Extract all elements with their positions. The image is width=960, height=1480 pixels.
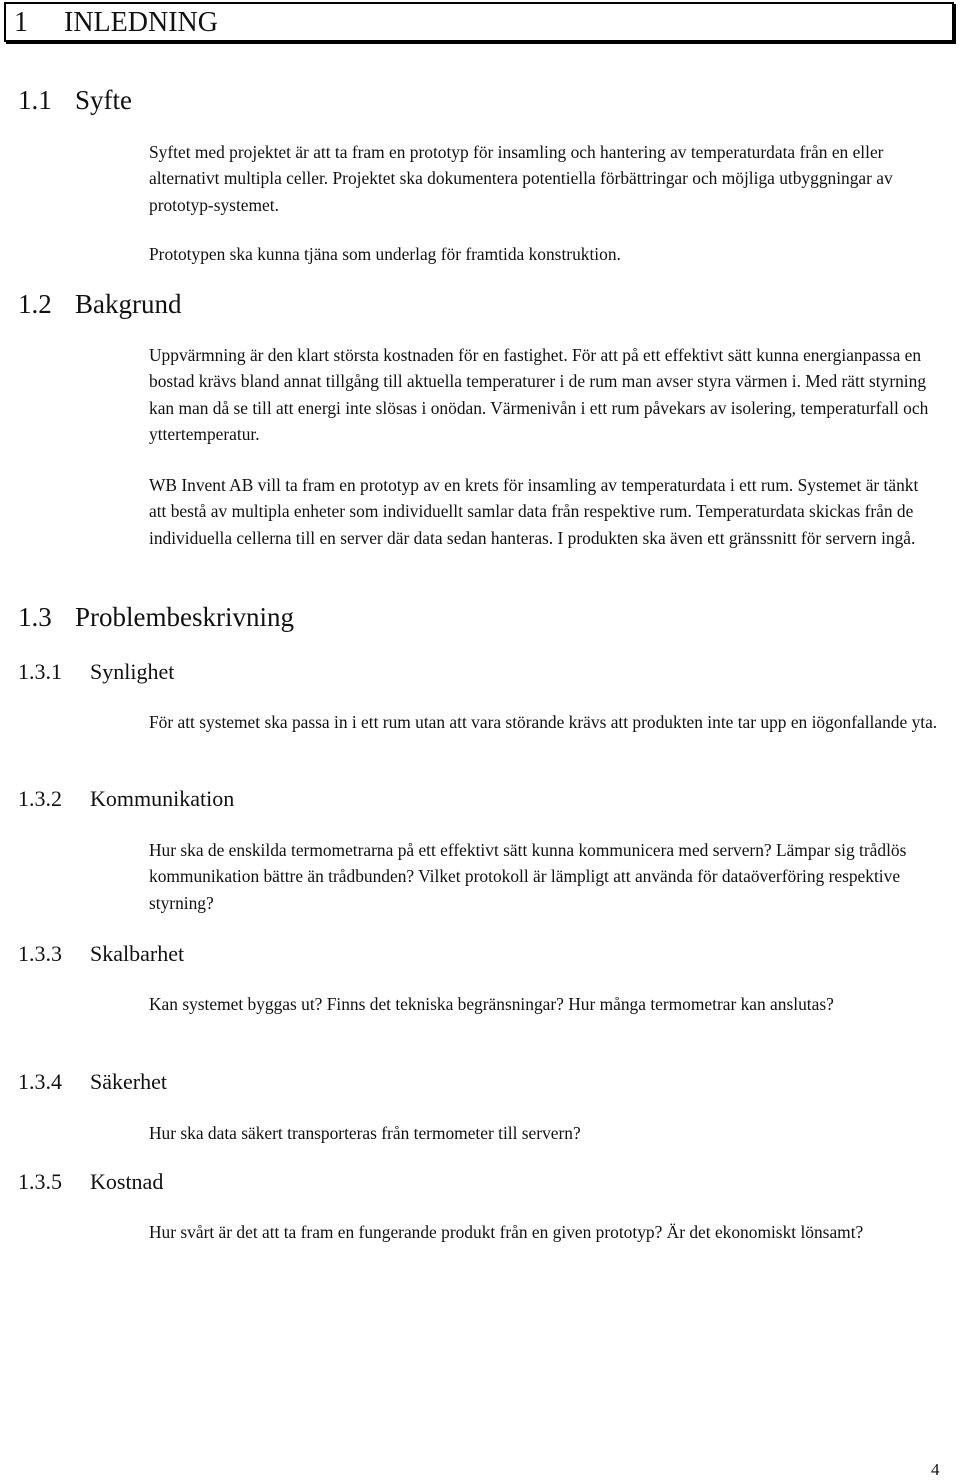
subsection-title: Säkerhet (90, 1069, 167, 1094)
section-title: Syfte (75, 85, 132, 115)
section-number: 1.2 (18, 289, 52, 319)
syfte-paragraph-1: Syftet med projektet är att ta fram en prototyp för insamling och hantering av temperaturdata från en eller alternativt multipla celler. Projektet ska dokumentera potentiella förbättringar och möjliga utbyggningar av prototyp-systemet. (149, 142, 893, 215)
subsection-heading-kostnad (18, 1169, 163, 1195)
chapter-title-text: INLEDNING (64, 7, 218, 38)
section-number: 1.3 (18, 602, 52, 632)
chapter-heading-box (4, 2, 954, 42)
section-heading-syfte (18, 85, 132, 115)
subsection-number: 1.3.5 (18, 1169, 62, 1194)
bakgrund-paragraph-1: Uppvärmning är den klart största kostnaden för en fastighet. För att på ett effektivt sätt kunna energianpassa en bostad krävs bland annat tillgång till aktuella temperaturer i de rum man avser styra värmen i. Med rätt styrning kan man då se till att energi inte slösas i onödan. Värmenivån i ett rum påvekars av isolering, temperaturfall och yttertemperatur. (149, 345, 929, 444)
section-title: Problembeskrivning (75, 602, 294, 632)
section-heading-problembeskrivning (18, 602, 294, 632)
kostnad-paragraph: Hur svårt är det att ta fram en fungerande produkt från en given prototyp? Är det ekonomiskt lönsamt? (149, 1222, 864, 1242)
section-number: 1.1 (18, 85, 52, 115)
page-number: 4 (931, 1460, 940, 1479)
subsection-title: Skalbarhet (90, 941, 185, 966)
skalbarhet-paragraph: Kan systemet byggas ut? Finns det tekniska begränsningar? Hur många termometrar kan anslutas? (149, 994, 834, 1014)
subsection-heading-sakerhet (18, 1069, 167, 1095)
subsection-heading-skalbarhet (18, 941, 184, 967)
bakgrund-paragraph-2: WB Invent AB vill ta fram en prototyp av en krets för insamling av temperaturdata i ett rum. Systemet är tänkt att bestå av multipla enheter som individuellt samlar data från respektive rum. Temperaturdata skickas från de individuella cellerna till en server där data sedan hanteras. I produkten ska även ett gränssnitt för servern ingå. (149, 475, 919, 548)
kommunikation-paragraph: Hur ska de enskilda termometrarna på ett effektivt sätt kunna kommunicera med servern? Lämpar sig trådlös kommunikation bättre än trådbunden? Vilket protokoll är lämpligt att använda för dataöverföring respektive styrning? (149, 840, 907, 913)
subsection-title: Kommunikation (90, 786, 235, 811)
chapter-title (14, 5, 218, 41)
synlighet-paragraph: För att systemet ska passa in i ett rum utan att vara störande krävs att produkten inte tar upp en iögonfallande yta. (149, 712, 938, 732)
subsection-number: 1.3.4 (18, 1069, 62, 1094)
subsection-heading-synlighet (18, 659, 174, 685)
section-title: Bakgrund (75, 289, 182, 319)
subsection-title: Kostnad (90, 1169, 164, 1194)
syfte-paragraph-2: Prototypen ska kunna tjäna som underlag för framtida konstruktion. (149, 244, 621, 264)
subsection-number: 1.3.2 (18, 786, 62, 811)
subsection-number: 1.3.3 (18, 941, 62, 966)
subsection-number: 1.3.1 (18, 659, 62, 684)
section-heading-bakgrund (18, 289, 181, 319)
sakerhet-paragraph: Hur ska data säkert transporteras från termometer till servern? (149, 1123, 581, 1143)
subsection-heading-kommunikation (18, 786, 234, 812)
chapter-number: 1 (14, 7, 28, 38)
subsection-title: Synlighet (90, 659, 175, 684)
